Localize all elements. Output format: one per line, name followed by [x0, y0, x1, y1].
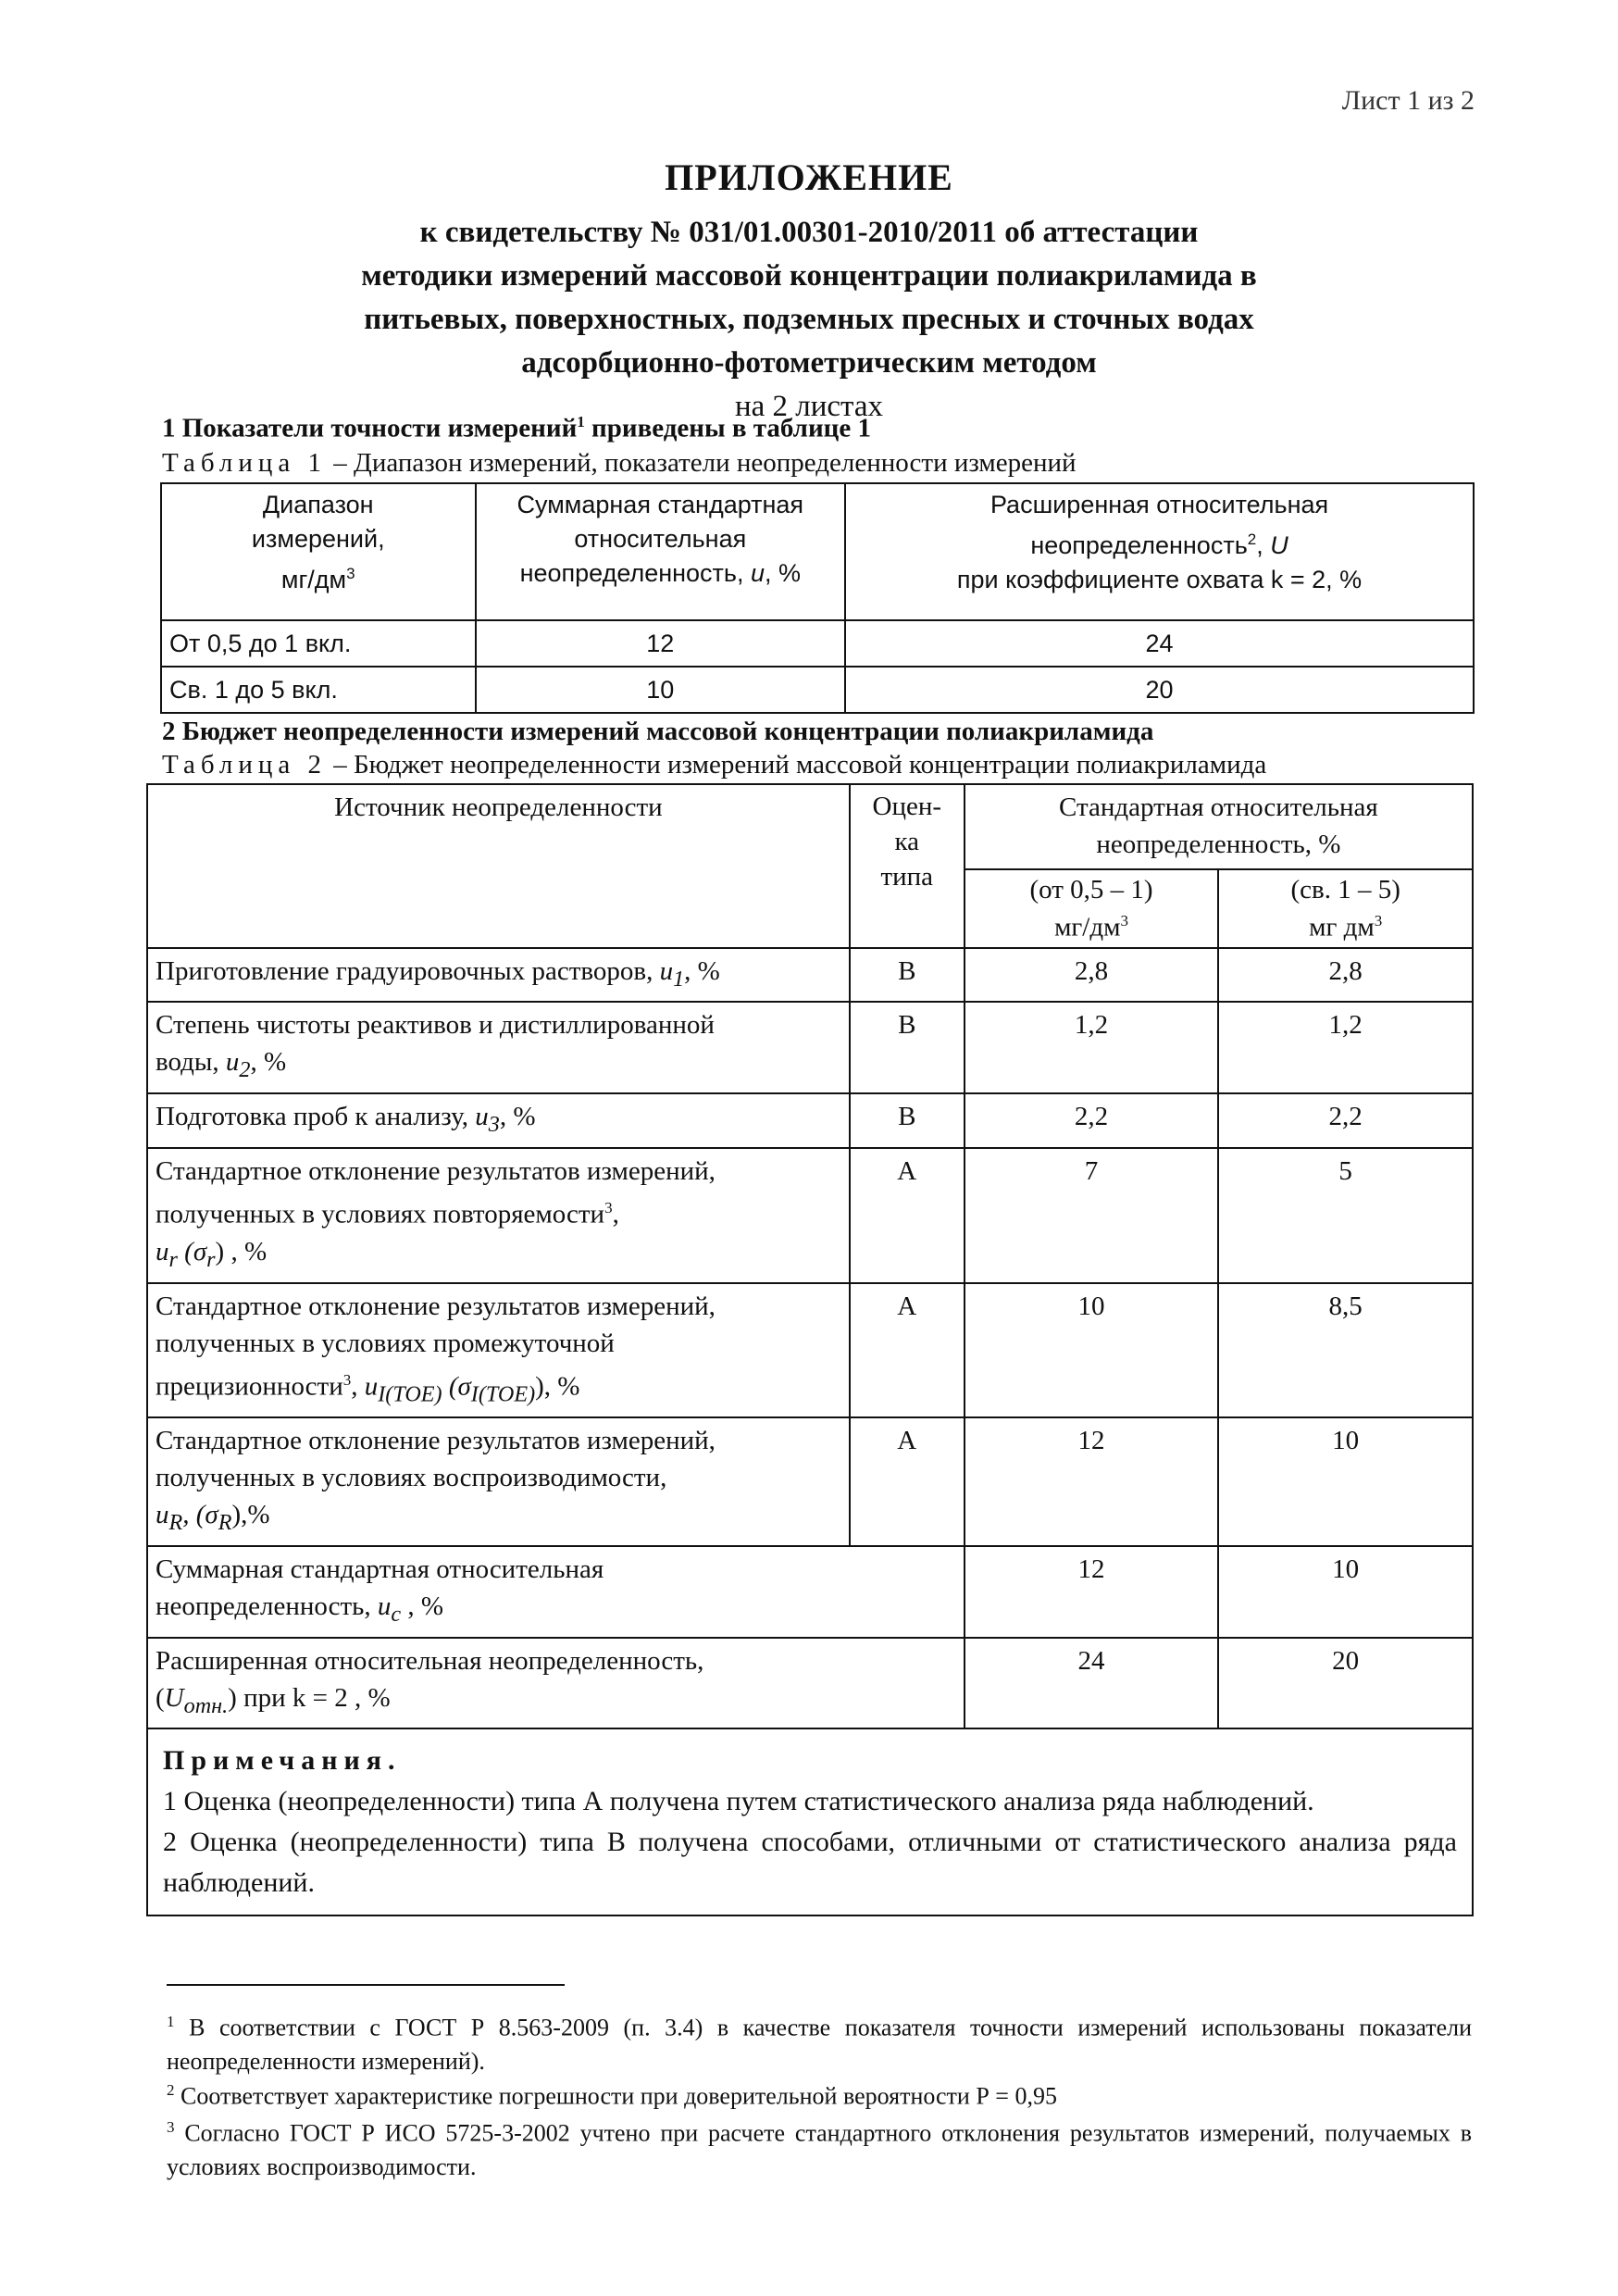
- table-2-cell-v1: 12: [965, 1417, 1219, 1546]
- header-text: (св. 1 – 5): [1290, 875, 1400, 905]
- table-1-header-range: [161, 483, 476, 620]
- table-row: [147, 1638, 1473, 1729]
- footnote-separator: [167, 1984, 565, 1986]
- header-text: [853, 522, 1465, 563]
- table-2-cell-source: [147, 1638, 965, 1729]
- source-tail: ) , %: [215, 1236, 268, 1267]
- header-symbol: u: [750, 559, 765, 587]
- source-subscript: 1: [673, 966, 685, 992]
- source-text: (: [156, 1682, 165, 1713]
- header-text: Суммарная стандартная: [517, 491, 804, 518]
- table-2-cell-source: [147, 1148, 850, 1282]
- table-2-cell-source: [147, 1546, 965, 1638]
- source-text: Суммарная стандартная относительная: [156, 1554, 604, 1584]
- source-symbol: u: [377, 1591, 392, 1621]
- table-2-cell-v1: 7: [965, 1148, 1219, 1282]
- footnote-text: В соответствии с ГОСТ Р 8.563-2009 (п. 3.4) в качестве показателя точности измерений использованы показатели неопределенности измерений).: [167, 2014, 1473, 2075]
- source-line: [156, 1190, 841, 1233]
- source-subscript: r: [168, 1246, 178, 1272]
- table-2-cell-type: A: [850, 1417, 965, 1546]
- header-sup: 3: [1374, 912, 1383, 930]
- table-2-caption-word: Таблица 2: [162, 750, 328, 780]
- header-unit: мг/дм: [1054, 912, 1121, 942]
- source-symbol: u: [364, 1371, 379, 1402]
- source-symbol: (σ: [177, 1236, 207, 1267]
- source-subscript: R: [218, 1509, 232, 1535]
- table-2-caption: [162, 750, 1266, 780]
- footnote-mark: 1: [167, 2013, 175, 2030]
- table-row: [147, 1283, 1473, 1417]
- table-1-caption-text: – Диапазон измерений, показатели неопределенности измерений: [327, 448, 1077, 478]
- source-text: Степень чистоты реактивов и дистиллированной: [156, 1010, 715, 1041]
- table-1-cell-uc: 10: [476, 667, 846, 713]
- header-text: Расширенная относительная: [989, 491, 1329, 518]
- table-2-cell-v2: 5: [1218, 1148, 1473, 1282]
- table-row: [161, 667, 1474, 713]
- table-1-cell-range: От 0,5 до 1 вкл.: [161, 620, 476, 667]
- source-tail: ), %: [535, 1371, 580, 1402]
- footnote-mark: 2: [167, 2081, 175, 2099]
- source-symbol: , (σ: [182, 1499, 218, 1529]
- table-2-cell-v2: 10: [1218, 1417, 1473, 1546]
- source-text: полученных в условиях повторяемости: [156, 1199, 605, 1229]
- source-subscript: c: [391, 1601, 402, 1627]
- subtitle-line-5: на 2 листах: [734, 390, 884, 423]
- table-row: [161, 620, 1474, 667]
- source-tail: ,: [351, 1371, 365, 1402]
- notes: [147, 1728, 1473, 1915]
- table-2-cell-v2: 10: [1218, 1546, 1473, 1638]
- source-sup: 3: [342, 1370, 352, 1389]
- note-2: 2 Оценка (неопределенности) типа В получена способами, отличными от статистического анализа ряда наблюдений.: [163, 1827, 1457, 1899]
- source-line: [156, 1679, 956, 1725]
- table-1-header-row: [161, 483, 1474, 620]
- source-tail: ) при k = 2 , %: [228, 1682, 391, 1713]
- source-text: Стандартное отклонение результатов измерений,: [156, 1425, 716, 1455]
- footnote-text: Согласно ГОСТ Р ИСО 5725-3-2002 учтено при расчете стандартного отклонения результатов измерений, получаемых в условиях воспроизводимости.: [167, 2119, 1472, 2180]
- table-2-cell-v1: 2,2: [965, 1093, 1219, 1148]
- table-2-cell-type: B: [850, 1002, 965, 1093]
- source-line: [156, 1588, 956, 1633]
- table-2-cell-source: [147, 948, 850, 1003]
- header-text: ка: [894, 827, 920, 856]
- header-part: неопределенность: [1030, 531, 1248, 559]
- table-1-cell-U: 20: [845, 667, 1474, 713]
- table-row: [147, 1546, 1473, 1638]
- source-line: [156, 1496, 841, 1541]
- subtitle: [0, 211, 1618, 429]
- table-2-cell-v2: 2,2: [1218, 1093, 1473, 1148]
- table-1-header-U: [845, 483, 1474, 620]
- source-tail: ,: [612, 1199, 619, 1229]
- table-1-cell-range: Св. 1 до 5 вкл.: [161, 667, 476, 713]
- header-unit: мг дм: [1309, 912, 1375, 942]
- header-text: [484, 556, 838, 591]
- source-tail: , %: [499, 1102, 536, 1132]
- source-sup: 3: [604, 1199, 613, 1217]
- source-subscript: I(TOE): [470, 1380, 536, 1406]
- source-subscript: R: [168, 1509, 183, 1535]
- notes-row: [147, 1728, 1473, 1915]
- header-text: неопределенность, %: [1096, 830, 1341, 859]
- header-text: (от 0,5 – 1): [1029, 875, 1153, 905]
- note-1: 1 Оценка (неопределенности) типа А получена путем статистического анализа ряда наблюдений.: [163, 1786, 1314, 1817]
- source-symbol: (σ: [442, 1371, 471, 1402]
- header-text: при коэффициенте охвата k = 2, %: [956, 566, 1363, 593]
- table-2-cell-type: B: [850, 948, 965, 1003]
- header-text: типа: [880, 862, 934, 892]
- source-tail: ),%: [231, 1499, 270, 1529]
- source-text: полученных в условиях воспроизводимости,: [156, 1462, 667, 1492]
- source-symbol: u: [225, 1047, 240, 1078]
- subtitle-line-2: методики измерений массовой концентрации полиакриламида в: [361, 259, 1257, 293]
- source-line: [156, 1233, 841, 1279]
- source-symbol: u: [475, 1102, 489, 1132]
- table-2-cell-v1: 2,8: [965, 948, 1219, 1003]
- table-1: [160, 482, 1475, 714]
- source-symbol: u: [156, 1499, 169, 1529]
- source-subscript: 3: [488, 1112, 500, 1138]
- source-text: Расширенная относительная неопределенность,: [156, 1645, 704, 1676]
- header-sup: 3: [346, 565, 355, 582]
- source-line: [156, 1043, 841, 1089]
- source-text: Приготовление градуировочных растворов,: [156, 955, 653, 986]
- header-text: Оцен-: [872, 792, 942, 821]
- notes-heading: Примечания.: [163, 1745, 402, 1777]
- table-2-cell-v2: 2,8: [1218, 948, 1473, 1003]
- subtitle-line-3: питьевых, поверхностных, подземных пресных и сточных водах: [364, 303, 1254, 336]
- source-tail: , %: [684, 955, 720, 986]
- header-text: [973, 905, 1211, 943]
- source-text: Стандартное отклонение результатов измерений,: [156, 1156, 716, 1187]
- source-line: [156, 1362, 841, 1413]
- table-2-header-type: [850, 784, 965, 948]
- header-symbol: U: [1270, 531, 1288, 559]
- footnote-text: Соответствует характеристике погрешности при доверительной вероятности Р = 0,95: [180, 2082, 1057, 2110]
- table-2-cell-type: A: [850, 1283, 965, 1417]
- table-2-cell-v1: 24: [965, 1638, 1219, 1729]
- table-2-cell-v2: 8,5: [1218, 1283, 1473, 1417]
- sheet-number: Лист 1 из 2: [1341, 85, 1475, 116]
- header-text: [169, 556, 467, 597]
- section-1-heading-tail: приведены в таблице 1: [584, 413, 871, 443]
- source-text: Подготовка проб к анализу,: [156, 1102, 468, 1132]
- table-2-header-range-1: [965, 869, 1219, 948]
- header-text: Диапазон: [262, 491, 374, 518]
- table-2-cell-type: A: [850, 1148, 965, 1282]
- section-1-heading: [162, 413, 871, 444]
- table-2-cell-source: [147, 1417, 850, 1546]
- footnote-mark: 3: [167, 2118, 175, 2136]
- table-2-cell-v1: 10: [965, 1283, 1219, 1417]
- page-title: ПРИЛОЖЕНИЕ: [665, 156, 953, 198]
- table-2-cell-v1: 1,2: [965, 1002, 1219, 1093]
- table-1-header-uc: [476, 483, 846, 620]
- source-subscript: отн.: [183, 1692, 229, 1718]
- table-2-cell-v1: 12: [965, 1546, 1219, 1638]
- table-1-caption: [162, 448, 1077, 479]
- table-2-cell-source: [147, 1093, 850, 1148]
- table-2-header-range-2: [1218, 869, 1473, 948]
- table-row: [147, 1093, 1473, 1148]
- header-sup: 2: [1247, 530, 1257, 548]
- table-2-cell-source: [147, 1002, 850, 1093]
- table-2-header-row: [147, 784, 1473, 869]
- subtitle-line-1: к свидетельству № 031/01.00301-2010/2011 об аттестации: [419, 216, 1199, 249]
- footnote-ref: 1: [577, 413, 585, 430]
- source-text: воды,: [156, 1047, 219, 1078]
- header-part: ,: [1256, 531, 1271, 559]
- table-2-cell-source: [147, 1283, 850, 1417]
- source-symbol: u: [659, 955, 674, 986]
- header-part: , %: [765, 559, 802, 587]
- table-1-cell-uc: 12: [476, 620, 846, 667]
- header-sup: 3: [1120, 912, 1128, 930]
- table-2-cell-type: B: [850, 1093, 965, 1148]
- header-text: измерений,: [251, 525, 385, 553]
- table-1-cell-U: 24: [845, 620, 1474, 667]
- source-symbol: u: [156, 1236, 169, 1267]
- table-row: [147, 1148, 1473, 1282]
- section-2-heading: 2 Бюджет неопределенности измерений массовой концентрации полиакриламида: [162, 717, 1154, 746]
- footnote-3: [167, 2111, 1472, 2184]
- table-row: [147, 1417, 1473, 1546]
- table-row: [147, 948, 1473, 1003]
- header-text: относительная: [574, 525, 747, 553]
- source-text: неопределенность,: [156, 1591, 371, 1621]
- table-row: [147, 1002, 1473, 1093]
- source-subscript: 2: [239, 1057, 251, 1083]
- table-2: [146, 783, 1474, 1916]
- footnote-2: [167, 2074, 1472, 2114]
- source-subscript: r: [206, 1246, 216, 1272]
- section-1-heading-text: 1 Показатели точности измерений: [162, 413, 578, 443]
- table-2-header-source: Источник неопределенности: [147, 784, 850, 948]
- table-1-caption-word: Таблица 1: [162, 448, 328, 478]
- source-text: полученных в условиях промежуточной: [156, 1328, 615, 1358]
- source-tail: , %: [250, 1047, 287, 1078]
- subtitle-line-4: адсорбционно-фотометрическим методом: [521, 346, 1097, 380]
- source-tail: , %: [401, 1591, 444, 1621]
- source-subscript: I(TOE): [378, 1380, 442, 1406]
- table-2-cell-v2: 1,2: [1218, 1002, 1473, 1093]
- source-text: Стандартное отклонение результатов измерений,: [156, 1291, 716, 1321]
- footnote-1: [167, 2005, 1472, 2078]
- table-2-cell-v2: 20: [1218, 1638, 1473, 1729]
- header-text: [1226, 905, 1464, 943]
- table-2-header-std: [965, 784, 1473, 869]
- header-part: неопределенность,: [519, 559, 751, 587]
- header-unit: мг/дм: [280, 566, 347, 593]
- source-symbol: U: [164, 1682, 184, 1713]
- header-text: Стандартная относительная: [1059, 792, 1378, 822]
- source-text: прецизионности: [156, 1371, 343, 1402]
- table-2-caption-text: – Бюджет неопределенности измерений массовой концентрации полиакриламида: [327, 750, 1267, 780]
